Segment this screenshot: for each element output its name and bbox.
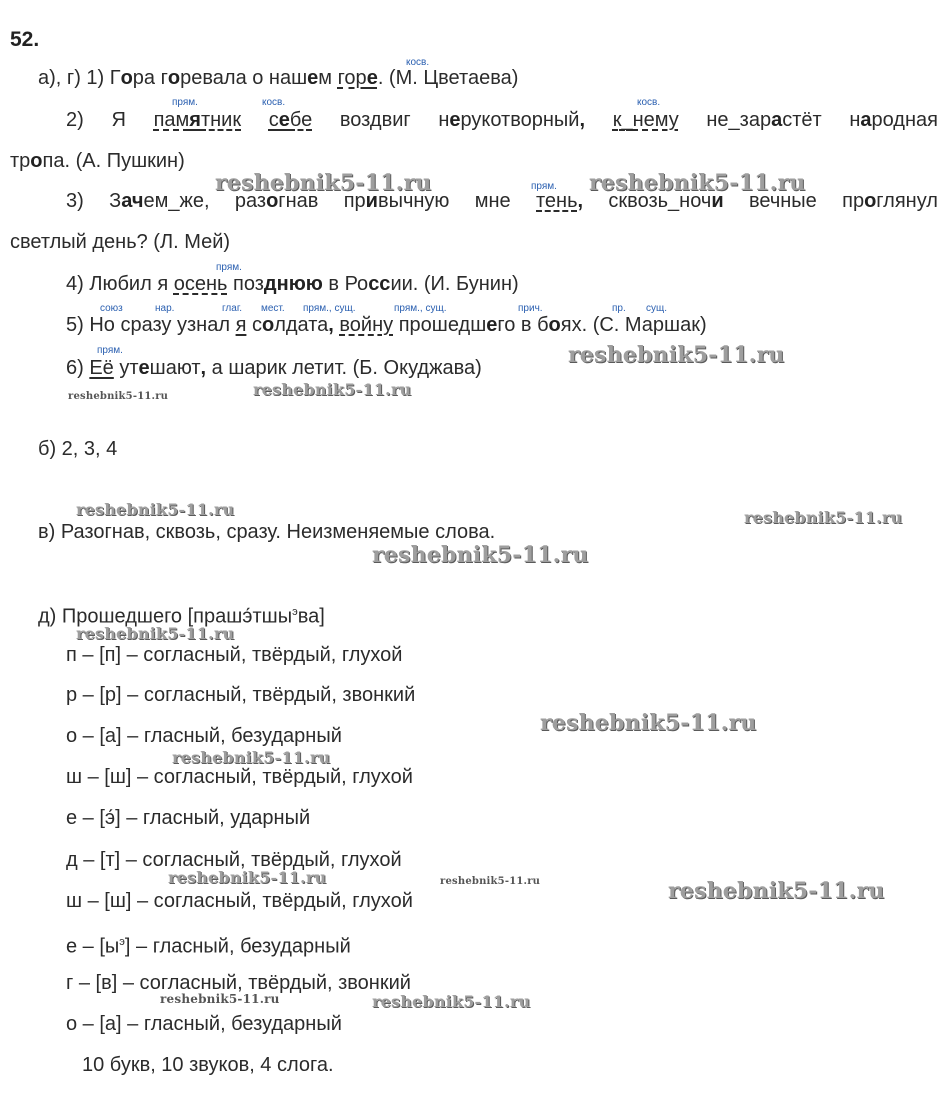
text: ут xyxy=(113,357,139,379)
bold-letter: е xyxy=(278,109,290,131)
note-pryam: прям. xyxy=(172,97,198,108)
note-pos: глаг. xyxy=(222,303,243,314)
phonetic-row: е – [э́] – гласный, ударный xyxy=(66,807,311,829)
text: вечные xyxy=(748,190,817,212)
text: гнав xyxy=(278,190,319,212)
bold-letter: е xyxy=(449,109,461,131)
text: родная xyxy=(871,109,938,131)
line-a1 xyxy=(38,66,518,90)
watermark: reshebnik5-11.ru xyxy=(172,748,331,767)
text: мне xyxy=(474,190,511,212)
text: стёт xyxy=(782,109,822,131)
text: 5) Но сразу узнал xyxy=(66,314,236,336)
note-pryam: прям. xyxy=(531,181,557,192)
note-pos: пр. xyxy=(612,303,626,314)
text: лдата xyxy=(274,314,329,336)
watermark: reshebnik5-11.ru xyxy=(168,868,327,887)
text: н xyxy=(849,109,861,131)
text: тник xyxy=(200,109,242,131)
line-a6 xyxy=(66,272,519,296)
text: , xyxy=(328,314,334,336)
line-a3 xyxy=(10,149,185,173)
text: пр xyxy=(842,190,865,212)
text: ем_же, xyxy=(143,190,210,212)
bold-letter: о xyxy=(266,190,279,212)
phonetic-row: п – [п] – согласный, твёрдый, глухой xyxy=(66,644,403,666)
note-pos: прям., сущ. xyxy=(394,303,447,314)
note-pos: прям., сущ. xyxy=(303,303,356,314)
text: , xyxy=(577,190,584,212)
note-pryam: прям. xyxy=(216,262,242,273)
text: па. (А. Пушкин) xyxy=(42,150,185,172)
text: Я xyxy=(111,109,126,131)
line-a7 xyxy=(66,313,707,337)
phonetic-row: ш – [ш] – согласный, твёрдый, глухой xyxy=(66,890,413,912)
text: сквозь_ноч xyxy=(608,190,712,212)
note-kosv: косв. xyxy=(637,97,661,108)
bold-letter: а xyxy=(860,109,872,131)
watermark: reshebnik5-11.ru xyxy=(440,876,541,887)
answer-b: б) 2, 3, 4 xyxy=(38,438,118,460)
text: воздвиг xyxy=(339,109,411,131)
watermark: reshebnik5-11.ru xyxy=(540,710,757,736)
phonetic-row: е – $[ы^э]$ – гласный, безударный xyxy=(66,935,351,958)
bold-letter: е xyxy=(138,357,150,379)
text: ях. (С. Маршак) xyxy=(560,314,707,336)
phonetic-row: о – [а] – гласный, безударный xyxy=(66,725,342,747)
text: раз xyxy=(234,190,267,212)
phonetic-row: ш – [ш] – согласный, твёрдый, глухой xyxy=(66,766,413,788)
text: к_ xyxy=(612,109,633,131)
bold-letter: е xyxy=(307,67,319,89)
line-a8 xyxy=(66,356,482,380)
text: с xyxy=(268,109,279,131)
answer-d-title: д) Прошедшего [прашэ́тшы$^э$ва] xyxy=(38,605,325,628)
text: рукотворный xyxy=(460,109,580,131)
text: прошедш xyxy=(393,314,487,336)
word-osen: осень xyxy=(173,273,228,295)
watermark: reshebnik5-11.ru xyxy=(744,508,903,527)
text: бе xyxy=(289,109,313,131)
note-pryam: прям. xyxy=(97,345,123,356)
text: 6) xyxy=(66,357,90,379)
note-pos: сущ. xyxy=(646,303,668,314)
text: вычную xyxy=(377,190,450,212)
text: . (М. Цветаева) xyxy=(377,67,519,89)
bold-letter: дн xyxy=(263,273,289,295)
watermark: reshebnik5-11.ru xyxy=(160,992,280,1006)
bold-letter: а xyxy=(121,190,132,212)
phonetic-row: д – [т] – согласный, твёрдый, глухой xyxy=(66,849,402,871)
text: 2) xyxy=(66,109,84,131)
note-kosv: косв. xyxy=(262,97,286,108)
text: ии. (И. Бунин) xyxy=(390,273,519,295)
text: в Ро xyxy=(322,273,369,295)
bold-letter: о xyxy=(548,314,561,336)
note-kosv: косв. xyxy=(406,57,430,68)
text: З xyxy=(109,190,122,212)
word-gore: гор xyxy=(337,67,367,89)
note-pos: нар. xyxy=(155,303,175,314)
bold-letter: о xyxy=(30,150,43,172)
bold-letter: е xyxy=(486,314,498,336)
note-pos: мест. xyxy=(261,303,285,314)
exercise-number: 52. xyxy=(10,28,40,51)
phonetic-row: р – [р] – согласный, твёрдый, звонкий xyxy=(66,684,416,706)
bold-letter: о xyxy=(120,67,133,89)
text: не_зар xyxy=(706,109,772,131)
text: , xyxy=(200,357,207,379)
text: а шарик летит. (Б. Окуджава) xyxy=(206,357,482,379)
text: 4) Любил я xyxy=(66,273,174,295)
bold-letter: а xyxy=(771,109,783,131)
watermark: reshebnik5-11.ru xyxy=(68,391,169,402)
text: пам xyxy=(153,109,190,131)
word-ya: я xyxy=(235,314,247,336)
text: го в б xyxy=(497,314,549,336)
bold-letter: и xyxy=(365,190,378,212)
bold-letter: сс xyxy=(368,273,391,295)
text: с xyxy=(246,314,262,336)
watermark: reshebnik5-11.ru xyxy=(76,624,235,643)
watermark: reshebnik5-11.ru xyxy=(668,878,885,904)
watermark: reshebnik5-11.ru xyxy=(76,500,235,519)
watermark: reshebnik5-11.ru xyxy=(589,170,806,196)
text: ра г xyxy=(132,67,168,89)
watermark: reshebnik5-11.ru xyxy=(253,380,412,399)
text: м xyxy=(318,67,338,89)
bold-letter: о xyxy=(261,314,275,336)
note-pos: прич. xyxy=(518,303,543,314)
answer-summary: 10 букв, 10 звуков, 4 слога. xyxy=(82,1054,334,1076)
phonetic-row: о – [а] – гласный, безударный xyxy=(66,1013,342,1035)
text: поз xyxy=(227,273,264,295)
text: а), г) 1) Г xyxy=(38,67,121,89)
line-a5: светлый день? (Л. Мей) xyxy=(10,231,231,253)
bold-letter: о xyxy=(167,67,181,89)
watermark: reshebnik5-11.ru xyxy=(215,170,432,196)
bold-letter: юю xyxy=(288,273,323,295)
text: пр xyxy=(343,190,366,212)
note-pos: союз xyxy=(100,303,123,314)
text: н xyxy=(438,109,450,131)
watermark: reshebnik5-11.ru xyxy=(372,992,531,1011)
line-a4 xyxy=(66,189,938,213)
bold-letter: е xyxy=(366,67,378,89)
word-voynu: войну xyxy=(339,314,394,336)
watermark: reshebnik5-11.ru xyxy=(568,342,785,368)
bold-letter: ч xyxy=(131,190,144,212)
answer-v: в) Разогнав, сквозь, сразу. Неизменяемые слова. xyxy=(38,521,496,543)
text: ревала о наш xyxy=(180,67,308,89)
bold-letter: я xyxy=(189,109,201,131)
text: нему xyxy=(632,109,679,131)
text: глянул xyxy=(876,190,938,212)
bold-letter: и xyxy=(711,190,724,212)
word-ten: тень xyxy=(536,190,578,212)
watermark: reshebnik5-11.ru xyxy=(372,542,589,568)
text: тр xyxy=(10,150,31,172)
text: шают xyxy=(149,357,201,379)
line-a2: 2) Я памятник себе воздвиг нерукотворный, к_нему не_зарастёт народная xyxy=(66,109,938,131)
word-ee: Её xyxy=(89,357,114,379)
text: 3) xyxy=(66,190,84,212)
phonetic-row: г – [в] – согласный, твёрдый, звонкий xyxy=(66,972,411,994)
bold-letter: о xyxy=(864,190,877,212)
